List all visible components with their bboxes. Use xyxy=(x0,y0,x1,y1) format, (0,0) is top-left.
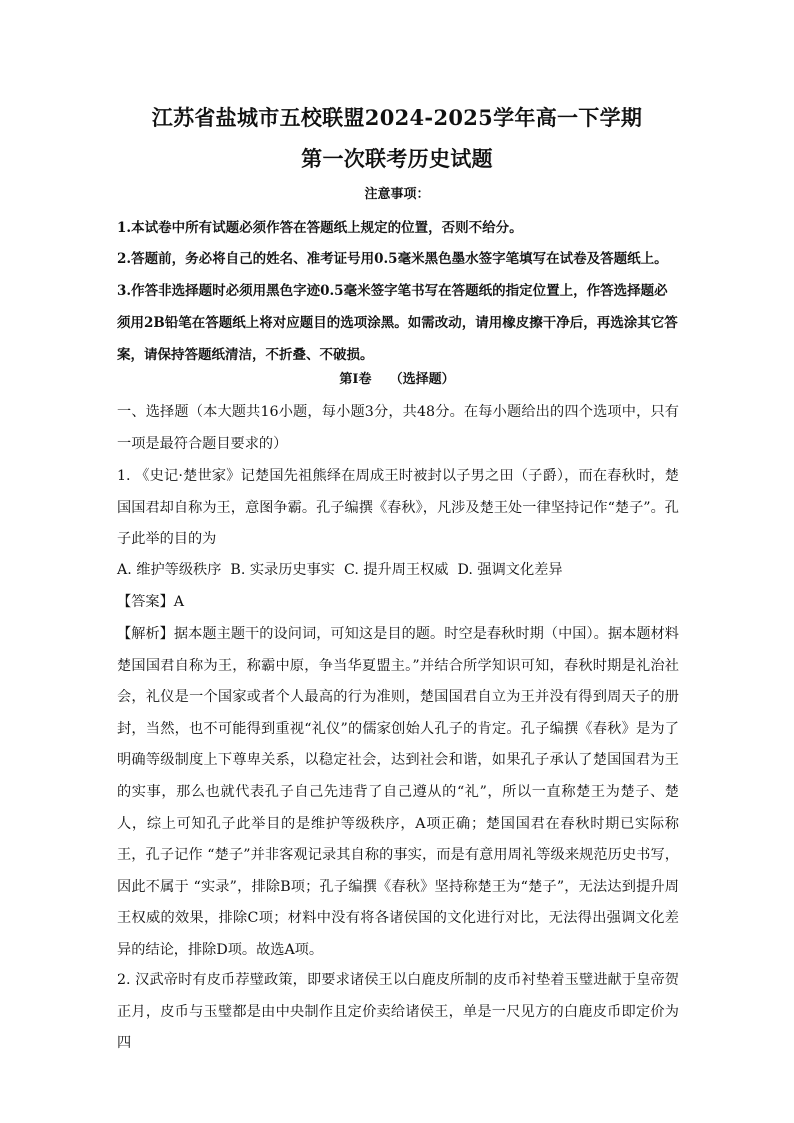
section-intro: 一、选择题（本大题共16小题，每小题3分，共48分。在每小题给出的四个选项中，只有一项是最符合题目要求的） xyxy=(117,404,679,452)
notice-item-2: 2.答题前，务必将自己的姓名、准考证号用0.5毫米黑色墨水签字笔填写在试卷及答题纸上。 xyxy=(117,251,668,267)
notice-item-1: 1.本试卷中所有试题必须作答在答题纸上规定的位置，否则不给分。 xyxy=(117,220,523,236)
question-1-stem: 1. 《史记·楚世家》记楚国先祖熊绎在周成王时被封以子男之田（子爵），而在春秋时，楚国国君却自称为王，意图争霸。孔子编撰《春秋》，凡涉及楚王处一律坚持记作“楚子”。孔子此举的目的为 xyxy=(117,468,679,548)
exam-title-line1: 江苏省盐城市五校联盟2024-2025学年高一下学期 xyxy=(151,105,643,130)
question-1-analysis: 【解析】据本题主题干的设问词，可知这是目的题。时空是春秋时期（中国）。据本题材料楚国国君自称为王，称霸中原，争当华夏盟主。”并结合所学知识可知，春秋时期是礼治社会，礼仪是一个国家或者个人最高的行为准则，楚国国君自立为王并没有得到周天子的册封，当然，也不可能得到重视“礼仪”的儒家创始人孔子的肯定。孔子编撰《春秋》是为了明确等级制度上下尊卑关系，以稳定社会，达到社会和谐，如果孔子承认了楚国国君为王的实事，那么也就代表孔子自己先违背了自己遵从的“礼”，所以一直称楚王为楚子、楚人，综上可知孔子此举目的是维护等级秩序，A项正确；楚国国君在春秋时期已实际称王，孔子记作 “楚子”并非客观记录其自称的事实，而是有意用周礼等级来规范历史书写，因此不属于 “实录”，排除B项；孔子编撰《春秋》坚持称楚王为“楚子”，无法达到提升周王权威的效果，排除C项；材料中没有将各诸侯国的文化进行对比，无法得出强调文化差异的结论，排除D项。故选A项。 xyxy=(117,626,679,958)
section-heading: 第Ⅰ卷 （选择题） xyxy=(339,372,455,387)
notice-item-3: 3.作答非选择题时必须用黑色字迹0.5毫米签字笔书写在答题纸的指定位置上，作答选择题必须用2B铅笔在答题纸上将对应题目的选项涂黑。如需改动，请用橡皮擦干净后，再选涂其它答案，请保持答题纸清洁，不折叠、不破损。 xyxy=(117,283,678,363)
question-2-stem: 2. 汉武帝时有皮币荐璧政策，即要求诸侯王以白鹿皮所制的皮币衬垫着玉璧进献于皇帝贺正月，皮币与玉璧都是由中央制作且定价卖给诸侯王，单是一尺见方的白鹿皮币即定价为四 xyxy=(117,972,679,1052)
notice-heading: 注意事项： xyxy=(364,187,430,202)
exam-title-line2: 第一次联考历史试题 xyxy=(301,146,493,171)
question-1-answer: 【答案】A xyxy=(117,594,184,610)
question-1-options: A. 维护等级秩序 B. 实录历史事实 C. 提升周王权威 D. 强调文化差异 xyxy=(117,562,563,578)
